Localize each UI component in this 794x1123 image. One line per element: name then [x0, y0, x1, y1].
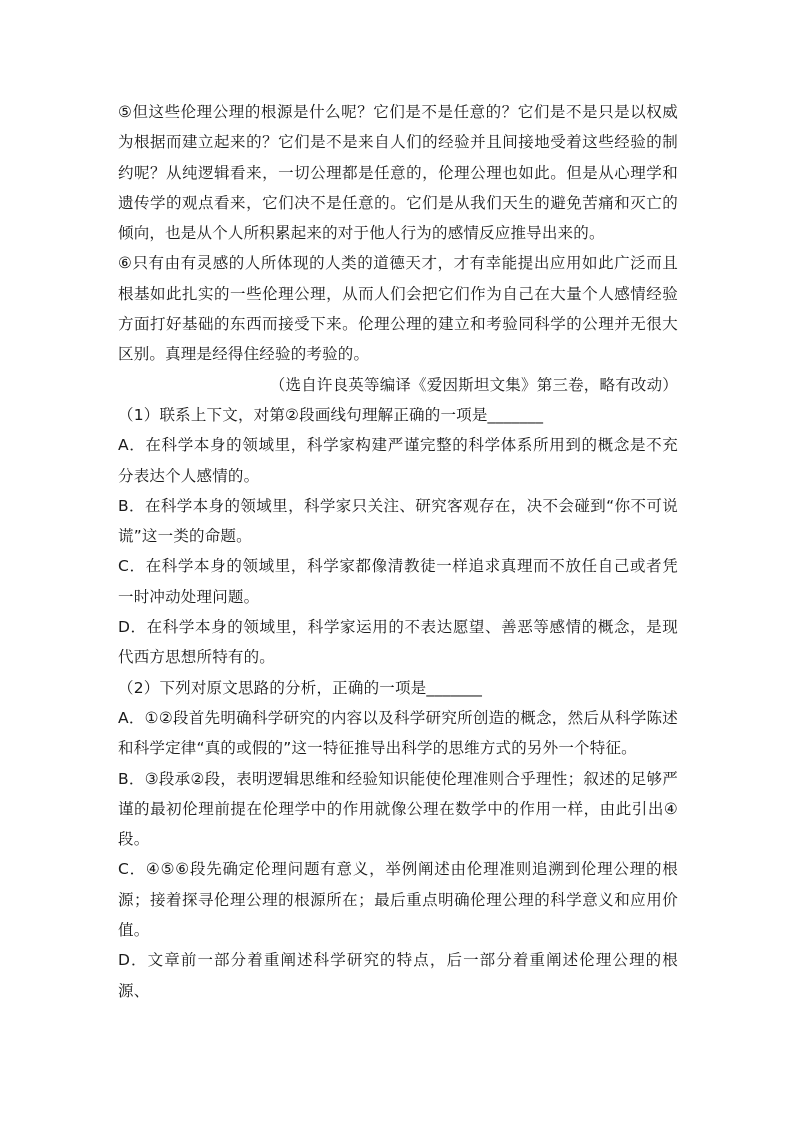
passage-paragraph-5: ⑤但这些伦理公理的根源是什么呢？它们是不是任意的？它们是不是只是以权威为根据而建立起来的？它们是不是来自人们的经验并且间接地受着这些经验的制约呢？从纯逻辑看来，一切公理都是任意的，伦理公理也如此。但是从心理学和遗传学的观点看来，它们决不是任意的。它们是从我们天生的避免苦痛和灭亡的倾向，也是从个人所积累起来的对于他人行为的感情反应推导出来的。 — [118, 103, 678, 243]
question-1-option-b: B．在科学本身的领域里，科学家只关注、研究客观存在，决不会碰到“你不可说谎”这一类的命题。 — [118, 496, 678, 546]
question-2-stem: （2）下列对原文思路的分析，正确的一项是_______ — [118, 678, 483, 697]
passage-paragraph-6: ⑥只有由有灵感的人所体现的人类的道德天才，才有幸能提出应用如此广泛而且根基如此扎实的一些伦理公理，从而人们会把它们作为自己在大量个人感情经验方面打好基础的东西而接受下来。伦理公理的建立和考验同科学的公理并无很大区别。真理是经得住经验的考验的。 — [118, 254, 678, 364]
source-citation: （选自许良英等编译《爱因斯坦文集》第三卷，略有改动） — [269, 375, 678, 394]
question-1-stem: （1）联系上下文，对第②段画线句理解正确的一项是_______ — [118, 405, 544, 424]
question-2-option-d: D．文章前一部分着重阐述科学研究的特点，后一部分着重阐述伦理公理的根源、 — [118, 951, 678, 1000]
document-page — [118, 97, 678, 1006]
question-1-option-c: C．在科学本身的领域里，科学家都像清教徒一样追求真理而不放任自己或者凭一时冲动处理问题。 — [118, 557, 678, 606]
question-2-option-b: B．③段承②段，表明逻辑思维和经验知识能使伦理准则合乎理性；叙述的足够严谨的最初伦理前提在伦理学中的作用就像公理在数学中的作用一样，由此引出④段。 — [118, 769, 678, 849]
question-2-option-a: A．①②段首先明确科学研究的内容以及科学研究所创造的概念，然后从科学陈述和科学定律“真的或假的”这一特征推导出科学的思维方式的另外一个特征。 — [118, 708, 678, 758]
question-1-option-a: A．在科学本身的领域里，科学家构建严谨完整的科学体系所用到的概念是不充分表达个人感情的。 — [118, 436, 678, 485]
question-1-option-d: D．在科学本身的领域里，科学家运用的不表达愿望、善恶等感情的概念，是现代西方思想所特有的。 — [118, 618, 678, 667]
question-2-option-c: C．④⑤⑥段先确定伦理问题有意义，举例阐述由伦理准则追溯到伦理公理的根源；接着探寻伦理公理的根源所在；最后重点明确伦理公理的科学意义和应用价值。 — [118, 860, 678, 940]
